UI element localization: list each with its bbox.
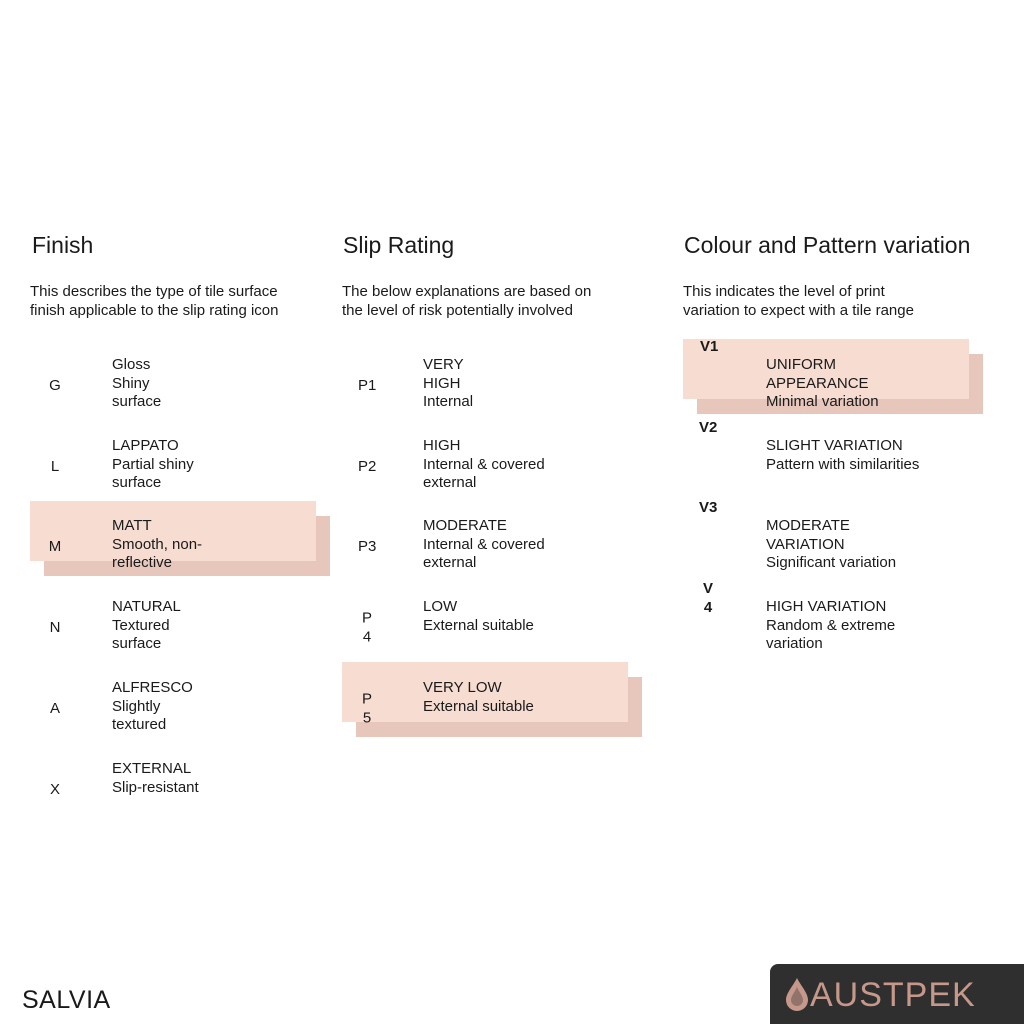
finish-desc: NATURAL Textured surface [112, 598, 181, 652]
colour-item-v2 [683, 419, 983, 497]
finish-code: N [49, 618, 61, 636]
brand-logo [770, 964, 1024, 1024]
colour-item-v4 [683, 580, 983, 658]
slip-code: P2 [358, 457, 377, 475]
logo-text: AUSTPEK [810, 976, 976, 1014]
finish-desc: LAPPATO Partial shiny surface [112, 437, 194, 491]
finish-desc: ALFRESCO Slightly textured [112, 679, 193, 733]
slip-item-p2 [342, 437, 642, 497]
colour-item-v1 [683, 338, 983, 416]
colour-code: V3 [699, 499, 718, 516]
finish-item-gloss [30, 356, 330, 416]
finish-desc: MATT Smooth, non- reflective [112, 517, 203, 571]
slip-item-p5 [342, 679, 642, 739]
slip-item-p3 [342, 517, 642, 577]
finish-code: L [50, 457, 60, 475]
finish-code: X [49, 780, 60, 798]
colour-desc: SLIGHT VARIATION Pattern with similarities [766, 437, 920, 473]
slip-desc: MODERATE Internal & covered external [423, 517, 545, 571]
slip-desc: VERY HIGH Internal [423, 356, 474, 410]
colour-desc: UNIFORM APPEARANCE Minimal variation [766, 356, 879, 410]
finish-item-lappato [30, 437, 330, 497]
slip-code: P 5 [361, 690, 372, 726]
colour-desc: MODERATE VARIATION Significant variation [766, 517, 897, 571]
droplet-icon [784, 977, 810, 1016]
finish-item-natural [30, 598, 330, 658]
slip-code: P3 [358, 537, 377, 555]
finish-code: A [49, 699, 60, 717]
colour-variation-heading: Colour and Pattern variation [684, 232, 971, 258]
slip-desc: VERY LOW External suitable [423, 679, 534, 715]
finish-heading: Finish [32, 232, 94, 258]
finish-item-external [30, 760, 330, 820]
slip-code: P1 [358, 376, 377, 394]
finish-code: M [48, 537, 62, 555]
colour-item-v3 [683, 499, 983, 577]
colour-variation-intro: This indicates the level of print variation to expect with a tile range [683, 283, 914, 319]
finish-desc: EXTERNAL Slip-resistant [112, 760, 199, 796]
colour-code: V2 [699, 419, 718, 436]
finish-code: G [49, 376, 61, 394]
slip-item-p1 [342, 356, 642, 416]
slip-desc: LOW External suitable [423, 598, 534, 634]
slip-rating-intro: The below explanations are based on the level of risk potentially involved [342, 283, 592, 319]
slip-item-p4 [342, 598, 642, 658]
slip-code: P 4 [361, 609, 372, 645]
finish-desc: Gloss Shiny surface [112, 356, 162, 410]
finish-intro: This describes the type of tile surface finish applicable to the slip rating icon [30, 283, 279, 319]
finish-item-alfresco [30, 679, 330, 739]
colour-code: V1 [700, 338, 719, 355]
finish-item-matt [30, 517, 330, 577]
slip-rating-heading: Slip Rating [343, 232, 455, 258]
colour-desc: HIGH VARIATION Random & extreme variation [766, 598, 896, 652]
product-name: SALVIA [22, 986, 111, 1014]
slip-desc: HIGH Internal & covered external [423, 437, 545, 491]
colour-code: V 4 [702, 580, 713, 616]
